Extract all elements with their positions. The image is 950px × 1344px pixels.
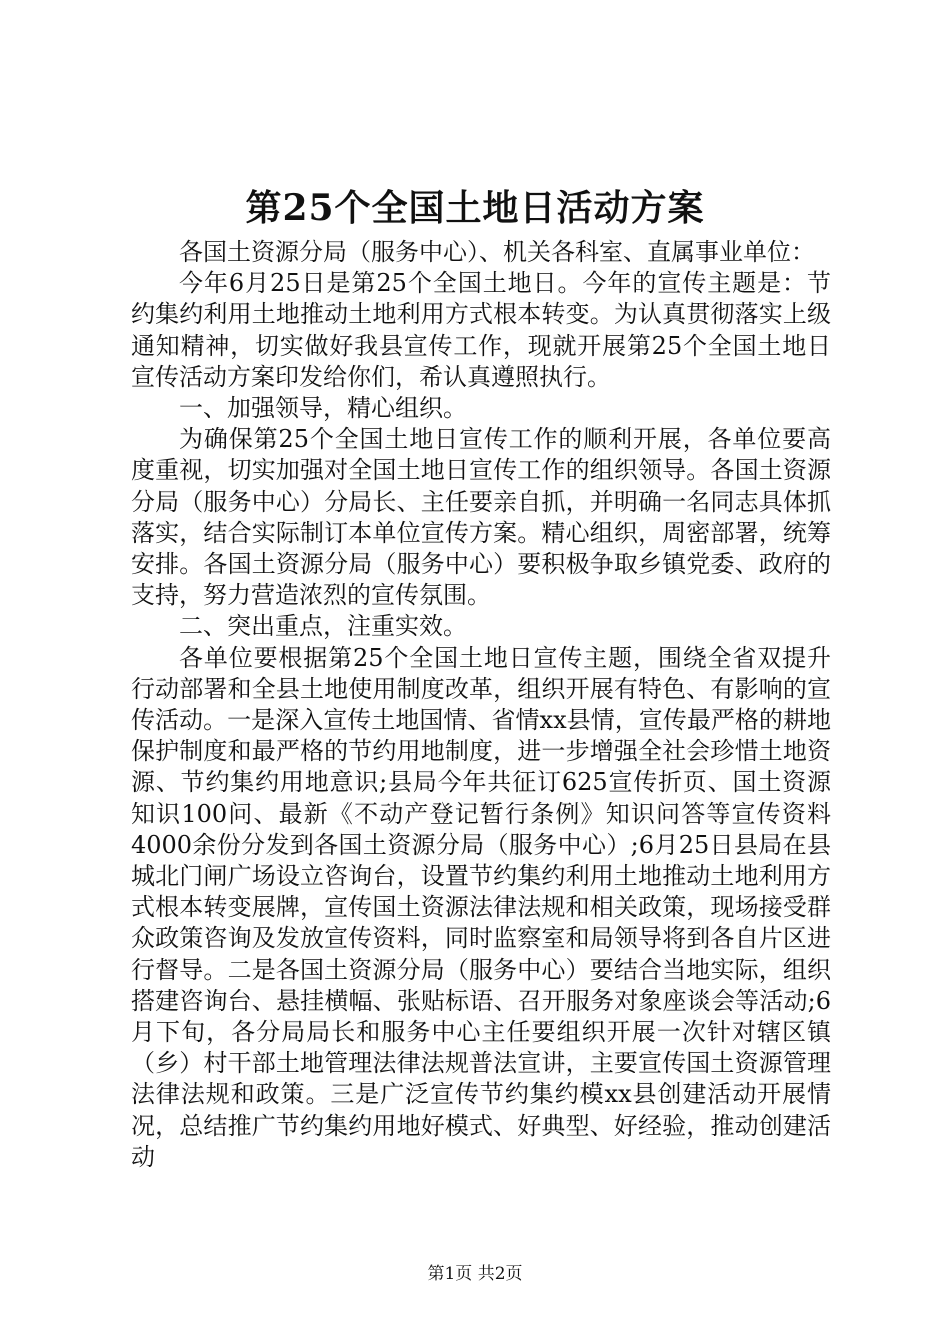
section-paragraph-2: 各单位要根据第25个全国土地日宣传主题，围绕全省双提升行动部署和全县土地使用制度改革，组织开展有特色、有影响的宣传活动。一是深入宣传土地国情、省情xx县情，宣传最严格的耕地保护制度和最严格的节约用地制度，进一步增强全社会珍惜土地资源、节约集约用地意识;县局今年共征订625宣传折页、国土资源知识100问、最新《不动产登记暂行条例》知识问答等宣传资料4000余份分发到各国土资源分局（服务中心）;6月25日县局在县城北门闸广场设立咨询台，设置节约集约利用土地推动土地利用方式根本转变展牌，宣传国土资源法律法规和相关政策，现场接受群众政策咨询及发放宣传资料，同时监察室和局领导将到各自片区进行督导。二是各国土资源分局（服务中心）要结合当地实际，组织搭建咨询台、悬挂横幅、张贴标语、召开服务对象座谈会等活动;6月下旬，各分局局长和服务中心主任要组织开展一次针对辖区镇（乡）村干部土地管理法律法规普法宣讲，主要宣传国土资源管理法律法规和政策。三是广泛宣传节约集约模xx县创建活动开展情况，总结推广节约集约用地好模式、好典型、好经验，推动创建活动: [131, 643, 831, 1171]
document-body: [131, 237, 831, 1173]
document-title: 第25个全国土地日活动方案: [245, 187, 705, 229]
section-heading-1: 一、加强领导，精心组织。: [179, 394, 467, 423]
intro-paragraph: 今年6月25日是第25个全国土地日。今年的宣传主题是：节约集约利用土地推动土地利用方式根本转变。为认真贯彻落实上级通知精神，切实做好我县宣传工作，现就开展第25个全国土地日宣传活动方案印发给你们，希认真遵照执行。: [131, 269, 831, 391]
section-heading-2: 二、突出重点，注重实效。: [179, 612, 467, 641]
salutation-paragraph: 各国土资源分局（服务中心）、机关各科室、直属事业单位：: [179, 238, 815, 266]
section-paragraph-1: 为确保第25个全国土地日宣传工作的顺利开展，各单位要高度重视，切实加强对全国土地日宣传工作的组织领导。各国土资源分局（服务中心）分局长、主任要亲自抓，并明确一名同志具体抓落实，结合实际制订本单位宣传方案。精心组织，周密部署，统筹安排。各国土资源分局（服务中心）要积极争取乡镇党委、政府的支持，努力营造浓烈的宣传氛围。: [131, 425, 831, 610]
page-number-footer: 第1页 共2页: [427, 1264, 523, 1284]
